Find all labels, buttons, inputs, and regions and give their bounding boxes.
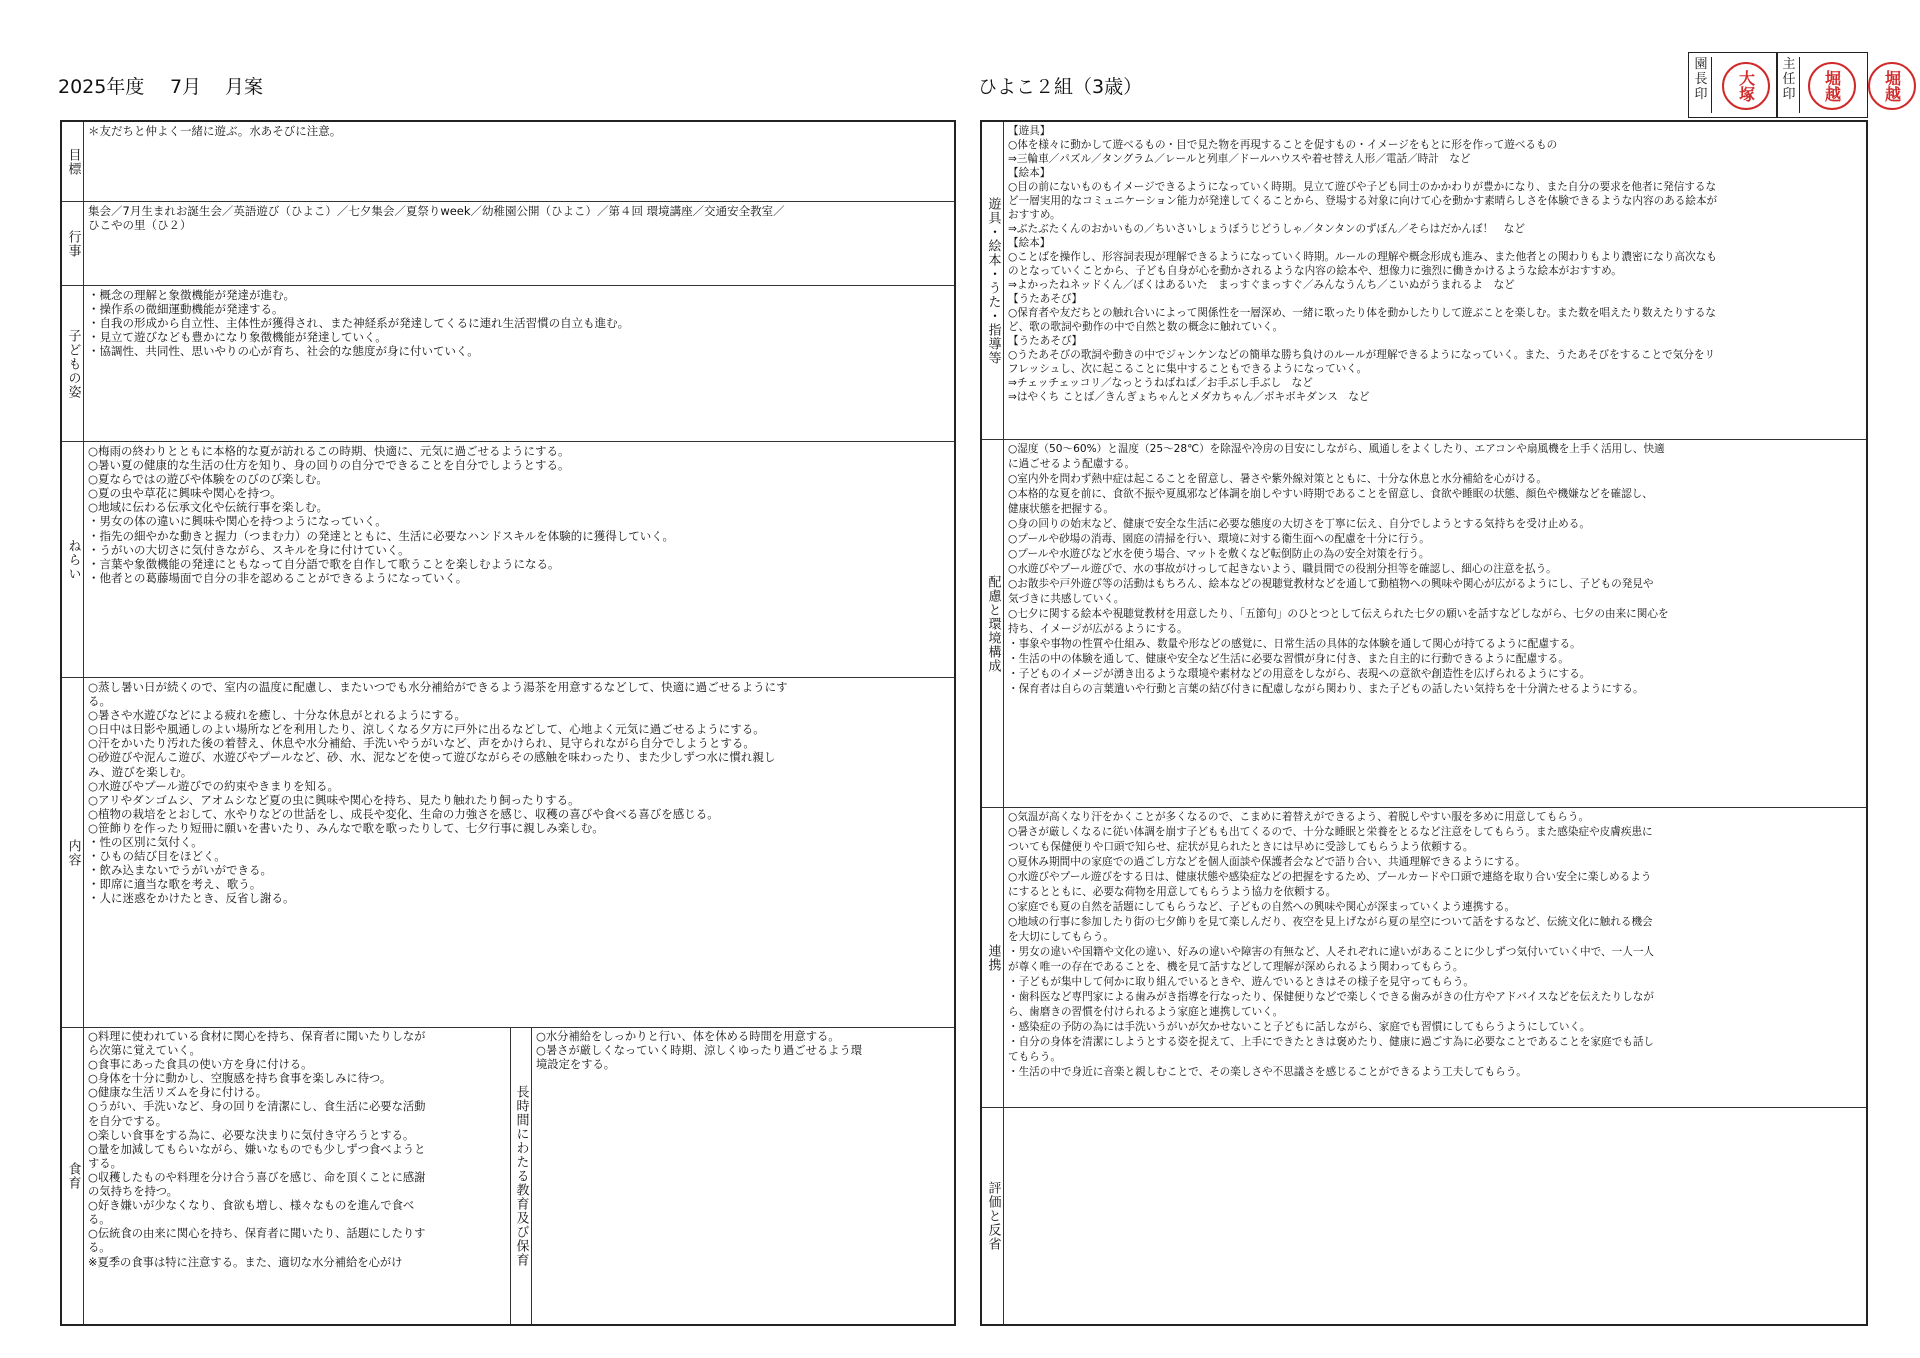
text-line: 【うたあそび】 — [1008, 335, 1083, 347]
text-line: ○体を様々に動かして遊べるもの・目で見た物を再現することを促すもの・イメージをもとに形を作って遊べるもの — [1008, 139, 1558, 151]
text-line: ど、歌の歌詞や動作の中で自然と数の概念に触れていく。 — [1008, 321, 1284, 333]
text-line: 【遊具】 — [1008, 125, 1051, 137]
text-line: 集会／7月生まれお誕生会／英語遊び（ひよこ）／七夕集会／夏祭りweek／幼稚園公開（ひよこ）／第４回 環境講座／交通安全教室／ — [88, 204, 785, 218]
aims-row — [62, 442, 954, 678]
text-line: 持ち、イメージが広がるようにする。 — [1008, 623, 1188, 635]
right-panel — [980, 120, 1868, 1326]
text-line: ・生活の中の体験を通して、健康や安全など生活に必要な習慣が身に付き、また自主的に行動できるように配慮する。 — [1008, 653, 1569, 665]
text-line: ○気温が高くなり汗をかくことが多くなるので、こまめに着替えができるよう、着脱しやすい服を多めに用意してもらう。 — [1008, 811, 1590, 823]
materials-row — [982, 122, 1866, 440]
text-line: ⇒三輪車／パズル／タングラム／レールと列車／ドールハウスや着せ替え人形／電話／時計 など — [1008, 153, 1471, 165]
text-line: ○地域の行事に参加したり街の七夕飾りを見て楽しんだり、夜空を見上げながら夏の星空について話をするなど、伝統文化に触れる機会 — [1008, 916, 1653, 928]
extra-seal-text: 堀越 — [1882, 70, 1902, 102]
text-line: ら、歯磨きの習慣を付けられるよう家庭と連携していく。 — [1008, 1006, 1284, 1018]
text-line: ○保育者や友だちとの触れ合いによって関係性を一層深め、一緒に歌ったり体を動かしたりして遊ぶことを楽しむ。また数を唱えたり数えたりするな — [1008, 307, 1717, 319]
text-line: おすすめ。 — [1008, 209, 1061, 221]
text-line: ○暑い夏の健康的な生活の仕方を知り、身の回りの自分でできることを自分でしようとする。 — [88, 458, 570, 473]
chief-seal-text: 堀越 — [1822, 70, 1842, 102]
text-line: ・自我の形成から自立性、主体性が獲得され、また神経系が発達してくるに連れ生活習慣の自立も進む。 — [88, 316, 630, 331]
events-row — [62, 202, 954, 286]
text-line: ○笹飾りを作ったり短冊に願いを書いたり、みんなで歌を歌ったりして、七夕行事に親しみ楽しむ。 — [88, 820, 604, 835]
text-line: ○暑さが厳しくなっていく時期、涼しくゆったり過ごせるよう環 — [536, 1044, 863, 1058]
text-line: ○砂遊びや泥んこ遊び、水遊びやプールなど、砂、水、泥などを使って遊びながらその感触を味わったり、また少しずつ水に慣れ親し — [88, 750, 776, 765]
aims-content — [88, 444, 950, 675]
doc-type: 月案 — [225, 76, 264, 98]
text-line: に過ごせるよう配慮する。 — [1008, 458, 1136, 470]
text-line: ⇒はやくち ことば／きんぎょちゃんとメダカちゃん／ボキボキダンス など — [1008, 391, 1370, 403]
text-line: を大切にしてもらう。 — [1008, 931, 1114, 943]
class-name: ひよこ２組（3歳） — [978, 76, 1143, 98]
goal-row — [62, 122, 954, 202]
text-line: ・子どものイメージが湧き出るような環境や素材などの用意をしながら、表現への意欲や創造性を広げられるようにする。 — [1008, 668, 1591, 680]
text-line: ・言葉や象徴機能の発達にともなって自分語で歌を自作して歌うことを楽しむようになる。 — [88, 556, 560, 571]
text-line: る。 — [88, 694, 111, 709]
text-line: 境設定をする。 — [536, 1058, 616, 1072]
text-line: ・子どもが集中して何かに取り組んでいるときや、遊んでいるときはその様子を見守ってもらう。 — [1008, 976, 1474, 988]
chief-stamp-label: 主任印 — [1779, 57, 1800, 113]
evaluation-content — [1008, 1110, 1862, 1322]
liaison-label: 連携 — [982, 808, 1004, 1107]
text-line: ついても保健便りや口頭で知らせ、症状が見られたときには早めに受診してもらうよう依頼する。 — [1008, 841, 1474, 853]
content-label: 内容 — [62, 678, 84, 1027]
materials-label: 遊具・絵本・うた・指導等 — [982, 122, 1004, 439]
principal-stamp-label: 園長印 — [1691, 57, 1712, 113]
text-line: 【絵本】 — [1008, 237, 1051, 249]
text-line: ・感染症の予防の為には手洗いうがいが欠かせないこと子どもに話しながら、家庭でも習慣にしてもらうようにしていく。 — [1008, 1021, 1591, 1033]
text-line: ○湿度（50～60%）と温度（25～28℃）を除湿や冷房の目安にしながら、風通しをよくしたり、エアコンや扇風機を上手く活用し、快適 — [1008, 443, 1665, 455]
text-line: る。 — [88, 1241, 111, 1255]
text-line: ○家庭でも夏の自然を話題にしてもらうなど、子どもの自然への興味や関心が深まっていくよう連携する。 — [1008, 901, 1516, 913]
text-line: ○食事にあった食具の使い方を身に付ける。 — [88, 1058, 313, 1072]
long-care-label: 長時間にわたる教育及び保育 — [510, 1028, 532, 1324]
fiscal-year: 2025年度 — [58, 76, 145, 98]
text-line: ・他者との葛藤場面で自分の非を認めることができるようになっていく。 — [88, 570, 468, 585]
text-line: ○ことばを操作し、形容詞表現が理解できるようになっていく時期。ルールの理解や概念形成も進み、また他者との関わりもより濃密になり高次なも — [1008, 251, 1717, 263]
text-line: ○夏ならではの遊びや体験をのびのび楽しむ。 — [88, 472, 328, 487]
text-line: ＊友だちと仲よく一緒に遊ぶ。水あそびに注意。 — [88, 124, 342, 138]
principal-seal — [1722, 62, 1770, 110]
liaison-content — [1008, 810, 1862, 1105]
child-state-label: 子どもの姿 — [62, 286, 84, 441]
text-line: ○うがい、手洗いなど、身の回りを清潔にし、食生活に必要な活動 — [88, 1100, 426, 1114]
text-line: 【絵本】 — [1008, 167, 1051, 179]
food-label: 食育 — [62, 1028, 84, 1324]
content-content — [88, 680, 950, 1025]
bottom-row — [62, 1028, 954, 1324]
text-line: ⇒チェッチェッコリ／なっとうねばねば／お手ぶし手ぶし など — [1008, 377, 1313, 389]
text-line: ・人に迷惑をかけたとき、反省し謝る。 — [88, 891, 295, 906]
text-line: ・うがいの大切さに気付きながら、スキルを身に付けていく。 — [88, 542, 410, 557]
principal-seal-text: 大塚 — [1736, 70, 1756, 102]
text-line: ・操作系の微細運動機能が発達する。 — [88, 302, 284, 317]
text-line: ○蒸し暑い日が続くので、室内の温度に配慮し、またいつでも水分補給ができるよう湯茶を用意するなどして、快適に過ごせるようにす — [88, 680, 788, 694]
text-line: る。 — [88, 1213, 111, 1227]
text-line: ○料理に使われている食材に関心を持ち、保育者に聞いたりしなが — [88, 1030, 426, 1043]
text-line: ○お散歩や戸外遊び等の活動はもちろん、絵本などの視聴覚教材などを通して動植物への興味や関心が広がるようにし、子どもの発見や — [1008, 578, 1654, 590]
evaluation-row — [982, 1108, 1866, 1324]
text-line: ○身体を十分に動かし、空腹感を持ち食事を楽しみに待つ。 — [88, 1072, 392, 1086]
text-line: ○梅雨の終わりとともに本格的な夏が訪れるこの時期、快適に、元気に過ごせるようにする。 — [88, 444, 570, 458]
month: 7月 — [170, 76, 202, 98]
materials-content — [1008, 124, 1862, 437]
text-line: ○汗をかいたり汚れた後の着替え、休息や水分補給、手洗いやうがいなど、声をかけられ、見守られながら自分でしようとする。 — [88, 736, 755, 751]
text-line: ○水遊びやプール遊びをする日は、健康状態や感染症などの把握をするため、プールカードや口頭で連絡を取り合い安全に楽しめるよう — [1008, 871, 1652, 883]
text-line: ・即席に適当な歌を考え、歌う。 — [88, 877, 262, 892]
text-line: ⇒よかったねネッドくん／ぼくはあるいた まっすぐまっすぐ／みんなうんち／こいぬがうまれるよ など — [1008, 279, 1515, 291]
long-care-cell — [510, 1028, 954, 1324]
liaison-row — [982, 808, 1866, 1108]
text-line: ・保育者は自らの言葉遣いや行動と言葉の結び付きに配慮しながら関わり、また子どもの話したい気持ちを十分満たせるようにする。 — [1008, 683, 1644, 695]
text-line: ○好き嫌いが少なくなり、食欲も増し、様々なものを進んで食べ — [88, 1199, 415, 1213]
text-line: ○身の回りの始末など、健康で安全な生活に必要な態度の大切さを丁寧に伝え、自分でしようとする気持ちを受け止める。 — [1008, 518, 1590, 530]
text-line: を自分でする。 — [88, 1114, 168, 1128]
text-line: ○水遊びやプール遊びでの約束やきまりを知る。 — [88, 778, 339, 793]
text-line: ○水遊びやプール遊びで、水の事故がけっして起きないよう、職員間での役割分担等を確認し、細心の注意を払う。 — [1008, 563, 1557, 575]
text-line: ・生活の中で身近に音楽と親しむことで、その楽しさや不思議さを感じることができるよう工夫してもらう。 — [1008, 1066, 1527, 1078]
text-line: ○健康な生活リズムを身に付ける。 — [88, 1086, 268, 1100]
text-line: ○日中は日影や風通しのよい場所などを利用したり、涼しくなる夕方に戸外に出るなどして、心地よく元気に過ごせるようにする。 — [88, 722, 765, 737]
text-line: ・事象や事物の性質や仕組み、数量や形などの感覚に、日常生活の具体的な体験を通して関心が持てるように配慮する。 — [1008, 638, 1581, 650]
chief-seal — [1808, 62, 1856, 110]
text-line: する。 — [88, 1156, 122, 1170]
text-line: ○植物の栽培をとおして、水やりなどの世話をし、成長や変化、生命の力強さを感じ、収穫の喜びや食べる喜びを感じる。 — [88, 806, 719, 821]
consideration-content — [1008, 442, 1862, 805]
text-line: ○伝統食の由来に関心を持ち、保育者に聞いたり、話題にしたりす — [88, 1227, 426, 1241]
text-line: ・男女の違いや国籍や文化の違い、好みの違いや障害の有無など、人それぞれに違いがあることに少しずつ気付いていく中で、一人一人 — [1008, 946, 1655, 958]
text-line: ・歯科医など専門家による歯みがき指導を行なったり、保健便りなどで楽しくできる歯みがきの仕方やアドバイスなどを伝えたりしなが — [1008, 991, 1654, 1003]
long-care-content — [536, 1030, 950, 1322]
text-line: み、遊びを楽しむ。 — [88, 764, 193, 779]
content-row — [62, 678, 954, 1028]
text-line: ・指先の細やかな動きと握力（つまむ力）の発達とともに、生活に必要なハンドスキルを体験的に獲得していく。 — [88, 528, 675, 543]
text-line: ・協調性、共同性、思いやりの心が育ち、社会的な態度が身に付いていく。 — [88, 344, 479, 359]
text-line: ○室内外を問わず熱中症は起こることを留意し、暑さや紫外線対策とともに、十分な休息と水分補給を心がける。 — [1008, 473, 1547, 485]
text-line: ○楽しい食事をする為に、必要な決まりに気付き守ろうとする。 — [88, 1128, 415, 1142]
text-line: ・ひもの結び目をほどく。 — [88, 849, 226, 864]
left-panel — [60, 120, 956, 1326]
text-line: ○本格的な夏を前に、食欲不振や夏風邪など体調を崩しやすい時期であることを留意し、食欲や睡眠の状態、顔色や機嫌などを確認し、 — [1008, 488, 1653, 500]
text-line: ○夏休み期間中の家庭での過ごし方などを個人面談や保護者会などで語り合い、共通理解できるようにする。 — [1008, 856, 1526, 868]
events-content — [88, 204, 950, 283]
text-line: てもらう。 — [1008, 1051, 1061, 1063]
goal-label: 目標 — [62, 122, 84, 201]
text-line: ○うたあそびの歌詞や動きの中でジャンケンなどの簡単な勝ち負けのルールが理解できるようになっていく。また、うたあそびをすることで気分をリ — [1008, 349, 1716, 361]
goal-content — [88, 124, 950, 199]
text-line: ら次第に覚えていく。 — [88, 1044, 201, 1058]
text-line: ○目の前にないものもイメージできるようになっていく時期。見立て遊びや子ども同士のかかわりが豊かになり、また自分の要求を他者に発信するな — [1008, 181, 1717, 193]
text-line: ※夏季の食事は特に注意する。また、適切な水分補給を心がけ — [88, 1255, 403, 1269]
text-line: ・見立て遊びなども豊かになり象徴機能が発達していく。 — [88, 330, 387, 345]
food-cell — [62, 1028, 510, 1324]
text-line: ○量を加減してもらいながら、嫌いなものでも少しずつ食べようと — [88, 1142, 426, 1156]
text-line: ひこやの里（ひ２） — [88, 218, 192, 233]
text-line: フレッシュし、次に起こることに集中することもできるようになっていく。 — [1008, 363, 1368, 375]
child-state-row — [62, 286, 954, 442]
text-line: 気づきに共感していく。 — [1008, 593, 1125, 605]
text-line: の気持ちを持つ。 — [88, 1185, 178, 1199]
text-line: ・男女の体の違いに興味や関心を持つようになっていく。 — [88, 514, 387, 529]
text-line: ○七夕に関する絵本や視聴覚教材を用意したり、「五節句」のひとつとして伝えられた七夕の願いを話すなどしながら、七夕の由来に関心を — [1008, 608, 1669, 620]
extra-seal — [1868, 62, 1916, 110]
text-line: が尊く唯一の存在であることを、機を見て話すなどして理解が深められるよう関わってもらう。 — [1008, 961, 1464, 973]
text-line: 健康状態を把握する。 — [1008, 503, 1114, 515]
text-line: ⇒ぶたぶたくんのおかいもの／ちいさいしょうぼうじどうしゃ／タンタンのずぼん／そらはだかんぼ！ など — [1008, 223, 1525, 235]
consideration-label: 配慮と環境構成 — [982, 440, 1004, 807]
text-line: ○地域に伝わる伝承文化や伝統行事を楽しむ。 — [88, 500, 329, 515]
text-line: ○夏の虫や草花に興味や関心を持つ。 — [88, 486, 282, 501]
text-line: ○水分補給をしっかりと行い、体を休める時間を用意する。 — [536, 1030, 840, 1043]
events-label: 行事 — [62, 202, 84, 285]
text-line: にするとともに、必要な荷物を用意してもらうよう協力を依頼する。 — [1008, 886, 1337, 898]
text-line: ○暑さが厳しくなるに従い体調を崩す子どもも出てくるので、十分な睡眠と栄養をとるなど注意をしてもらう。また感染症や皮膚疾患に — [1008, 826, 1653, 838]
text-line: ど一層実用的なコミュニケーション能力が発達してくることから、登場する対象に向けて心を動かす素晴らしさを体験できるような内容のある絵本が — [1008, 195, 1718, 207]
text-line: ・飲み込まないでうがいができる。 — [88, 863, 272, 878]
evaluation-label: 評価と反省 — [982, 1108, 1004, 1324]
consideration-row — [982, 440, 1866, 808]
text-line: ○プールや水遊びなど水を使う場合、マットを敷くなど転倒防止の為の安全対策を行う。 — [1008, 548, 1430, 560]
aims-label: ねらい — [62, 442, 84, 677]
text-line: ・自分の身体を清潔にしようとする姿を捉えて、上手にできたときは褒めたり、健康に過ごす為に必要なことであることを家庭でも話し — [1008, 1036, 1655, 1048]
text-line: ○暑さや水遊びなどによる疲れを癒し、十分な休息がとれるようにする。 — [88, 708, 467, 723]
text-line: ○プールや砂場の消毒、園庭の清掃を行い、環境に対する衛生面への配慮を十分に行う。 — [1008, 533, 1430, 545]
text-line: のとなっていくことから、子ども自身が心を動かされるような内容の絵本や、想像力に強烈に働きかけるような絵本がおすすめ。 — [1008, 265, 1622, 277]
text-line: ○収穫したものや料理を分け合う喜びを感じ、命を頂くことに感謝 — [88, 1170, 426, 1184]
text-line: 【うたあそび】 — [1008, 293, 1083, 305]
text-line: ・性の区別に気付く。 — [88, 835, 203, 850]
text-line: ○アリやダンゴムシ、アオムシなど夏の虫に興味や関心を持ち、見たり触れたり飼ったりする。 — [88, 792, 580, 807]
child-state-content — [88, 288, 950, 439]
food-content — [88, 1030, 506, 1322]
text-line: ・概念の理解と象徴機能が発達が進む。 — [88, 288, 295, 302]
